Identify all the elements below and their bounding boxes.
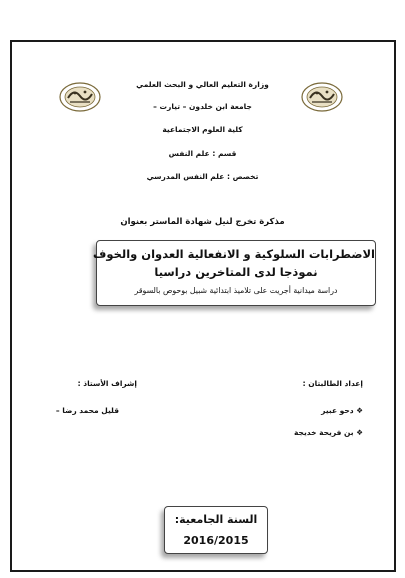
bullet-icon: ❖ — [356, 428, 363, 437]
thesis-intro: مذكرة تخرج لنيل شهادة الماستر بعنوان — [120, 217, 285, 227]
thesis-title-box — [93, 240, 376, 306]
department-name: قسم : علم النفس — [168, 149, 237, 158]
thesis-title-line1: الاضطرابات السلوكية و الانفعالية العدوان والخوف — [93, 247, 375, 261]
student-1-name: دحو عبير — [321, 406, 354, 415]
students-label: إعداد الطالبتان : — [302, 379, 363, 388]
supervisor-label: إشراف الأستاذ : — [77, 379, 137, 388]
page-border — [10, 40, 396, 572]
academic-year-label: السنة الجامعية: — [174, 513, 258, 526]
specialty-name: تخصص : علم النفس المدرسي — [146, 172, 259, 181]
thesis-subtitle: دراسة ميدانية أجريت على تلاميذ ابتدائية شبيل بوحوص بالسوقر — [134, 286, 338, 295]
student-2 — [294, 428, 363, 437]
supervisor-name: قليل محمد رضا — [62, 406, 119, 415]
student-2-name: بن فريحة خديجة — [293, 428, 354, 437]
academic-year-box — [164, 506, 268, 554]
thesis-title-line2: نموذجا لدى المتاخرين دراسيا — [154, 265, 318, 279]
ministry-name: وزارة التعليم العالي و البحث العلمي — [136, 80, 269, 89]
student-1 — [321, 406, 363, 415]
supervisor — [56, 406, 119, 415]
faculty-name: كلية العلوم الاجتماعية — [162, 125, 243, 134]
dash: – — [55, 406, 60, 415]
academic-year-value: 2016/2015 — [183, 534, 249, 547]
university-name: جامعة ابن خلدون – تيارت – — [153, 102, 252, 111]
bullet-icon: ❖ — [356, 406, 363, 415]
